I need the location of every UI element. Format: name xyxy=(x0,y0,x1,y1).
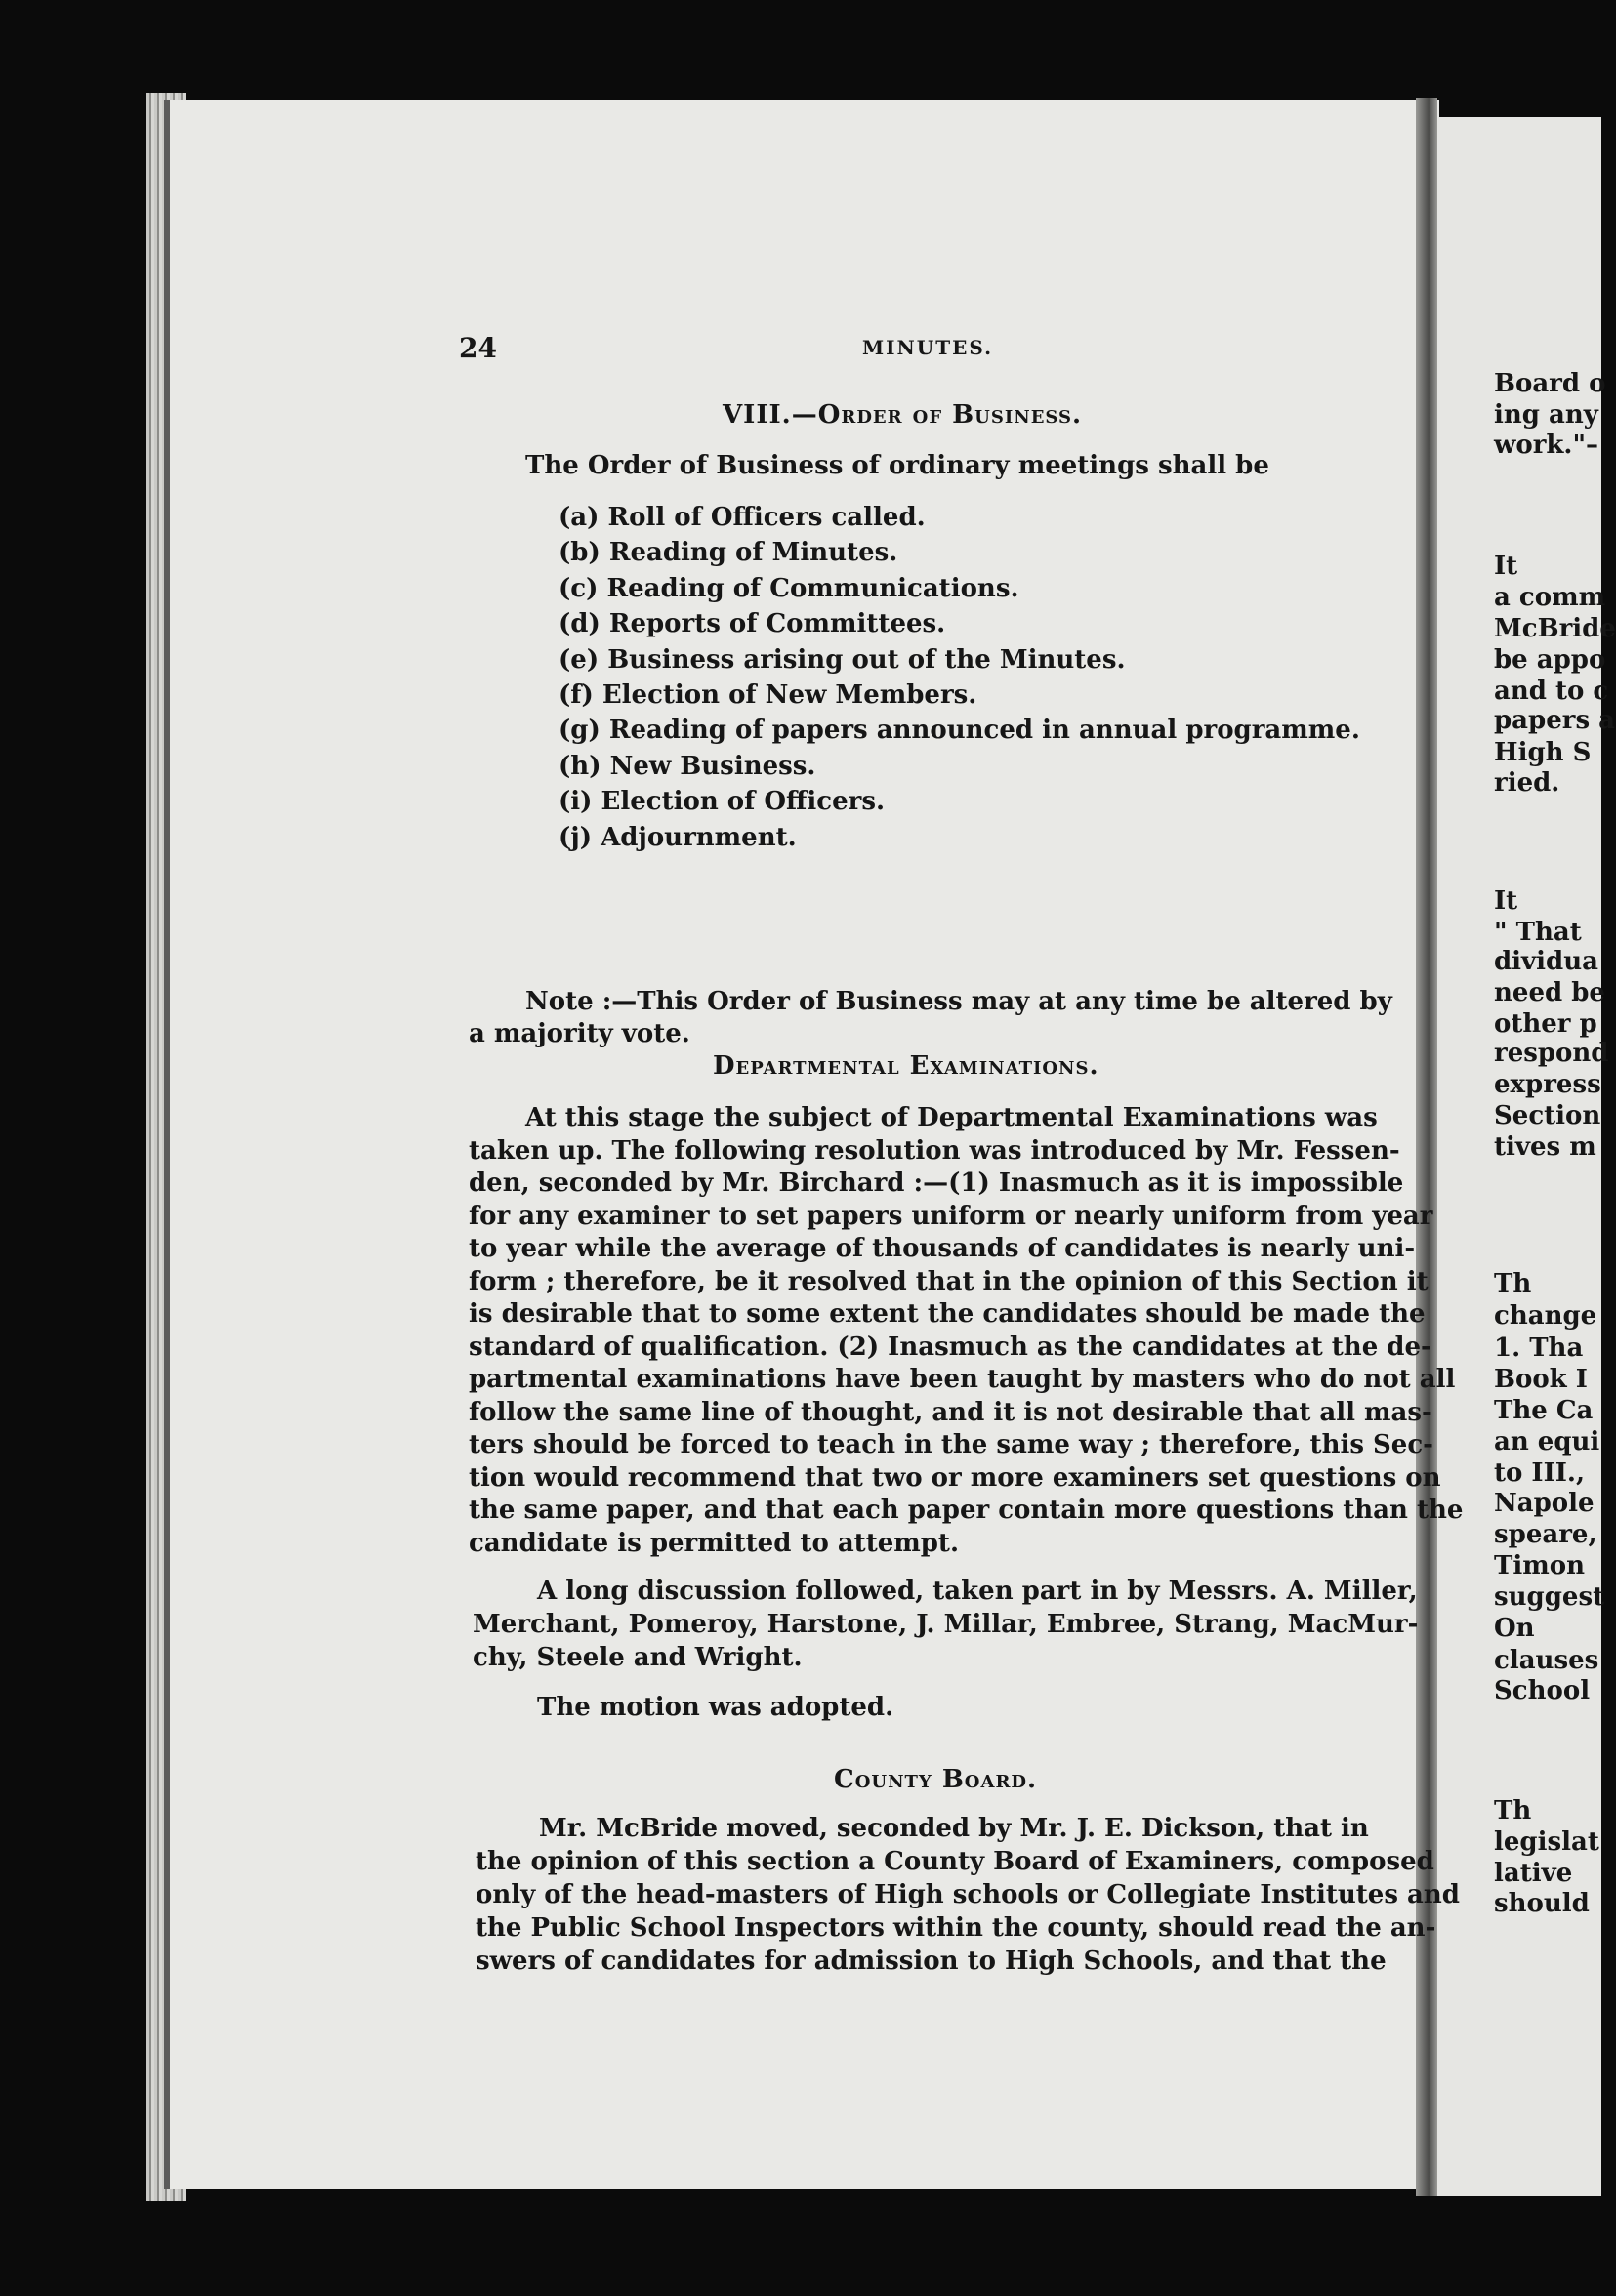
paragraph-line: A long discussion followed, taken part in by Messrs. A. Miller, xyxy=(537,1577,1418,1606)
paragraph-line: form ; therefore, be it resolved that in the opinion of this Section it xyxy=(469,1266,1429,1296)
county-board-heading: County Board. xyxy=(834,1765,1038,1794)
order-item xyxy=(559,785,885,819)
order-item-text: Business arising out of the Minutes. xyxy=(607,644,1126,675)
order-item xyxy=(559,643,1126,677)
right-page-fragment: work."– xyxy=(1494,430,1599,460)
right-page-fragment: other p xyxy=(1494,1009,1597,1039)
right-page-fragment: to III., xyxy=(1494,1458,1585,1488)
paragraph-line: partmental examinations have been taught by masters who do not all xyxy=(469,1365,1456,1394)
paragraph-line: At this stage the subject of Departmental Examinations was xyxy=(525,1103,1378,1132)
paragraph-line: chy, Steele and Wright. xyxy=(473,1643,803,1672)
order-item-text: Adjournment. xyxy=(601,822,797,852)
right-page-fragment: It xyxy=(1494,886,1518,916)
order-item xyxy=(559,572,1019,606)
running-head xyxy=(459,332,1435,371)
right-page-fragment: Section xyxy=(1494,1101,1601,1130)
order-item-text: Election of Officers. xyxy=(601,787,886,817)
right-page-fragment: On xyxy=(1494,1614,1535,1643)
motion-line: The motion was adopted. xyxy=(537,1693,894,1722)
order-item-key: (c) xyxy=(559,573,607,603)
right-page-fragment: be appo xyxy=(1494,645,1606,675)
order-item-key: (a) xyxy=(559,503,608,532)
right-page-fragment: The Ca xyxy=(1494,1396,1594,1425)
right-page-fragment: lative xyxy=(1494,1859,1573,1888)
order-item xyxy=(559,501,926,535)
page-number: 24 xyxy=(459,332,497,364)
paragraph-line: only of the head-masters of High schools or Collegiate Institutes and xyxy=(476,1880,1460,1909)
order-item xyxy=(559,821,797,855)
order-item-text: Reading of Communications. xyxy=(606,573,1019,603)
right-page-fragment: Napole xyxy=(1494,1489,1595,1518)
paragraph-line: standard of qualification. (2) Inasmuch as the candidates at the de- xyxy=(469,1332,1431,1362)
right-page-fragment: ing any xyxy=(1494,400,1598,430)
right-page-fragment: Th xyxy=(1494,1796,1532,1825)
paragraph-line: Merchant, Pomeroy, Harstone, J. Millar, Embree, Strang, MacMur- xyxy=(473,1610,1419,1639)
order-item-key: (e) xyxy=(559,644,608,675)
paragraph-line: den, seconded by Mr. Birchard :—(1) Inasmuch as it is impossible xyxy=(469,1168,1404,1198)
order-item-text: Election of New Members. xyxy=(601,680,977,710)
right-page-fragment: 1. Tha xyxy=(1494,1333,1584,1363)
right-page-fragment: a comm xyxy=(1494,583,1606,612)
section-heading: VIII.—Order of Business. xyxy=(723,400,1083,430)
departmental-heading: Departmental Examinations. xyxy=(713,1051,1099,1081)
note-line: a majority vote. xyxy=(469,1019,690,1048)
right-page-fragment: tives m xyxy=(1494,1132,1596,1162)
right-page-fragment: suggest xyxy=(1494,1582,1605,1612)
running-title: MINUTES. xyxy=(862,336,994,359)
right-page-fragment: express xyxy=(1494,1070,1601,1099)
right-page-fragment: should xyxy=(1494,1889,1590,1918)
right-page-fragment: legislat xyxy=(1494,1827,1599,1857)
right-page-fragment: McBride xyxy=(1494,614,1616,643)
paragraph-line: is desirable that to some extent the candidates should be made the xyxy=(469,1299,1426,1329)
right-page-fragment: papers a xyxy=(1494,706,1615,735)
order-item-key: (j) xyxy=(559,822,601,852)
right-page-fragment: respond xyxy=(1494,1039,1609,1068)
order-item-key: (d) xyxy=(559,609,609,639)
order-item xyxy=(559,536,897,570)
paragraph-line: the opinion of this section a County Board of Examiners, composed xyxy=(476,1847,1434,1876)
paragraph-line: to year while the average of thousands of candidates is nearly uni- xyxy=(469,1234,1416,1263)
order-item-text: Reading of Minutes. xyxy=(608,538,898,568)
order-item-text: New Business. xyxy=(609,751,816,781)
order-item xyxy=(559,607,945,641)
right-page-fragment: Timon xyxy=(1494,1551,1585,1580)
paragraph-line: taken up. The following resolution was introduced by Mr. Fessen- xyxy=(469,1135,1400,1166)
paragraph-line: for any examiner to set papers uniform or nearly uniform from year xyxy=(469,1201,1433,1231)
order-item-key: (i) xyxy=(559,787,601,817)
order-item xyxy=(559,678,976,713)
paragraph-line: follow the same line of thought, and it is not desirable that all mas- xyxy=(469,1397,1432,1427)
order-item-key: (b) xyxy=(559,538,609,568)
right-page-fragment: High S xyxy=(1494,738,1592,767)
order-item-key: (h) xyxy=(559,751,610,781)
right-page-fragment: need be xyxy=(1494,978,1605,1007)
right-page-fragment: School xyxy=(1494,1676,1591,1705)
order-item-text: Reading of papers announced in annual programme. xyxy=(608,716,1360,746)
paragraph-line: candidate is permitted to attempt. xyxy=(469,1528,959,1558)
note-line: Note :—This Order of Business may at any time be altered by xyxy=(525,987,1392,1016)
right-page-fragment: change xyxy=(1494,1301,1597,1331)
paragraph-line: ters should be forced to teach in the same way ; therefore, this Sec- xyxy=(469,1430,1433,1459)
paragraph-line: the Public School Inspectors within the county, should read the an- xyxy=(476,1913,1436,1943)
right-page-fragment: an equi xyxy=(1494,1427,1600,1456)
right-page-fragment: speare, xyxy=(1494,1520,1597,1549)
paragraph-line: tion would recommend that two or more examiners set questions on xyxy=(469,1462,1441,1493)
order-item-key: (g) xyxy=(559,716,609,746)
order-item xyxy=(559,750,815,784)
order-item-text: Roll of Officers called. xyxy=(607,503,926,532)
order-intro: The Order of Business of ordinary meetings shall be xyxy=(525,451,1269,480)
order-item-key: (f) xyxy=(559,680,602,710)
right-page-fragment: Board o xyxy=(1494,369,1606,398)
right-page-fragment: dividua xyxy=(1494,947,1598,976)
right-page-fragment: Book I xyxy=(1494,1365,1588,1394)
order-item-text: Reports of Committees. xyxy=(608,609,946,639)
right-page-fragment: and to c xyxy=(1494,676,1609,706)
paragraph-line: Mr. McBride moved, seconded by Mr. J. E. Dickson, that in xyxy=(539,1814,1369,1843)
right-page-fragment: " That xyxy=(1494,918,1582,947)
order-item xyxy=(559,714,1360,748)
paragraph-line: swers of candidates for admission to High Schools, and that the xyxy=(476,1947,1387,1976)
paragraph-line: the same paper, and that each paper contain more questions than the xyxy=(469,1496,1464,1525)
right-page-fragment: clauses xyxy=(1494,1646,1599,1675)
right-page-fragment: Th xyxy=(1494,1269,1532,1298)
right-page-fragment: It xyxy=(1494,552,1518,581)
right-page-fragment: ried. xyxy=(1494,768,1560,798)
